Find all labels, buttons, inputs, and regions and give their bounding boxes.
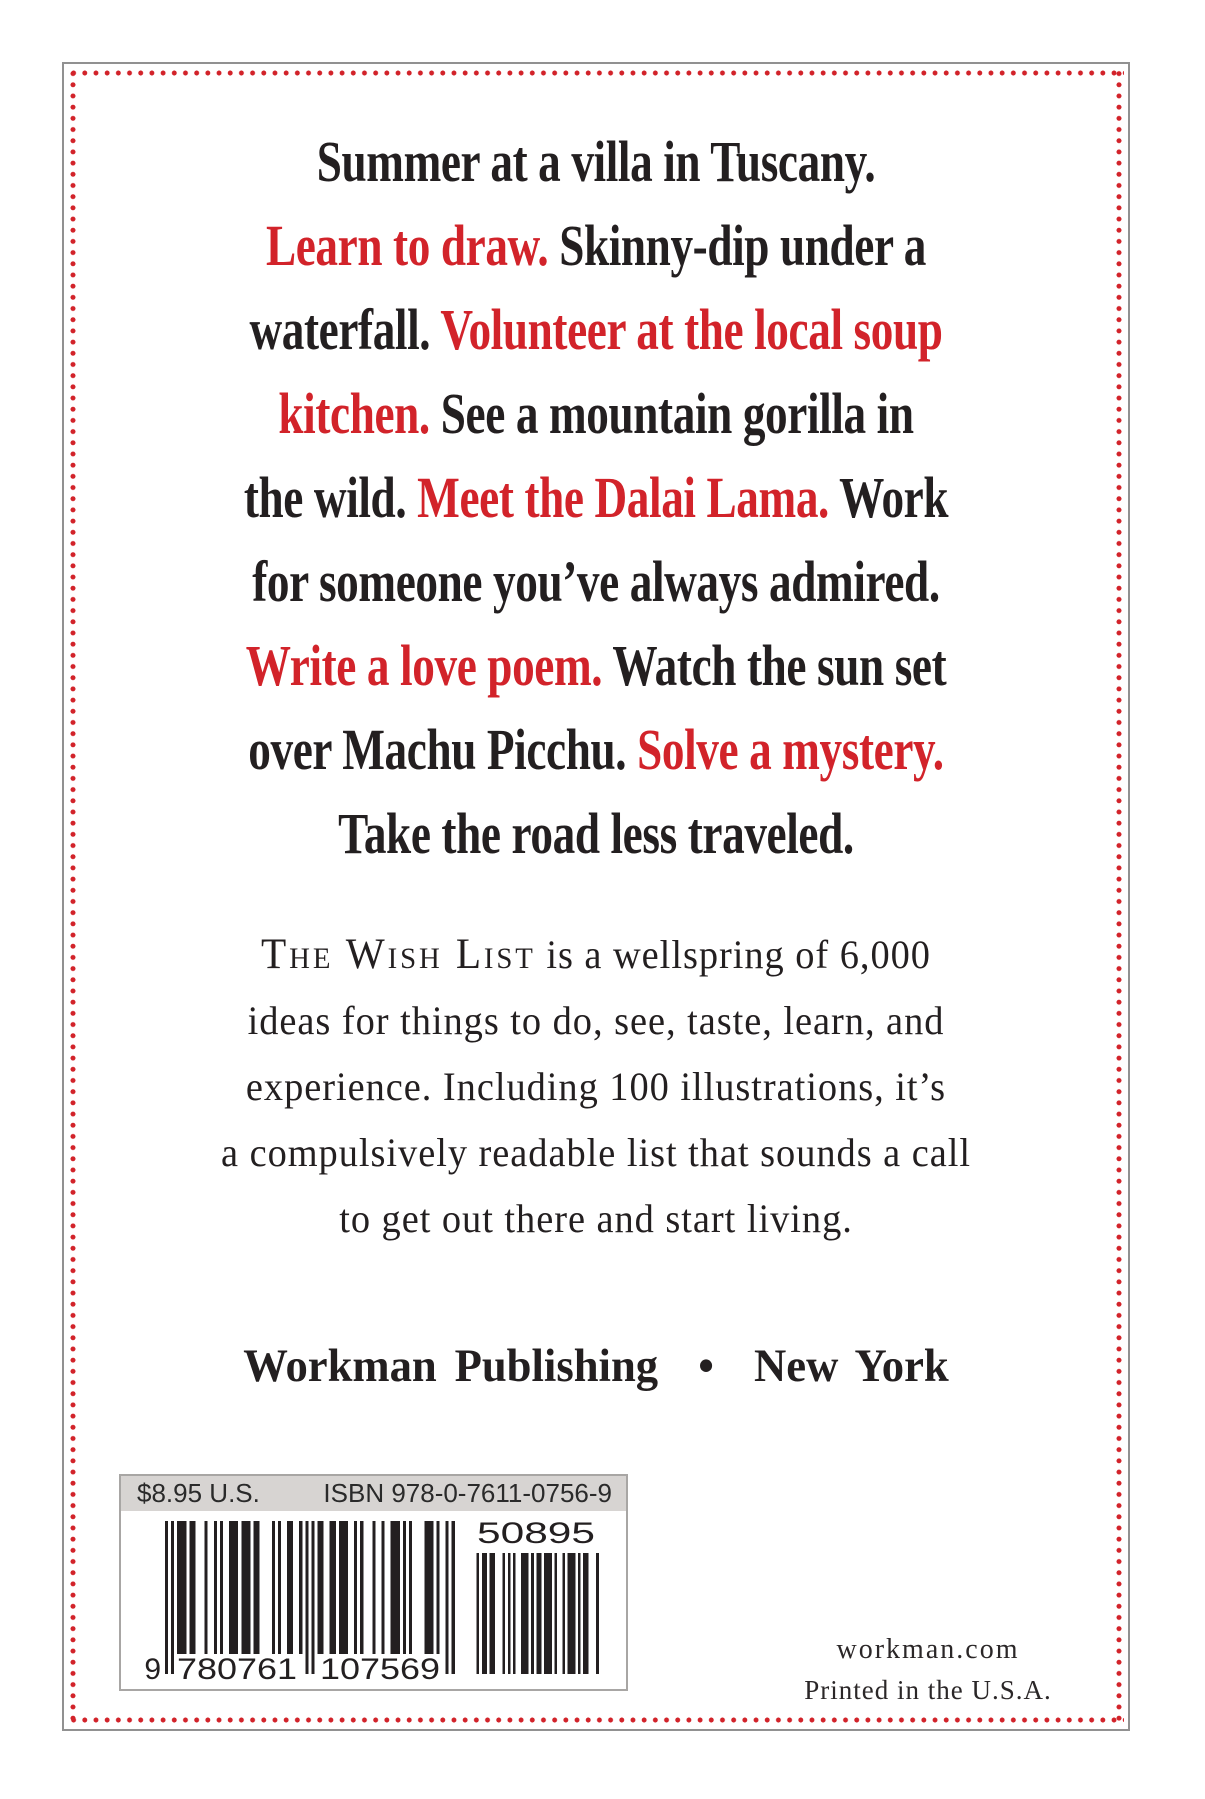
barcode-bar xyxy=(177,1521,180,1654)
blurb-paragraph xyxy=(64,922,1128,1252)
isbn-label: ISBN 978-0-7611-0756-9 xyxy=(323,1478,612,1508)
barcode-bar xyxy=(257,1521,260,1654)
barcode-bar xyxy=(321,1521,324,1654)
barcode-bar xyxy=(452,1521,455,1674)
barcode-bar xyxy=(165,1521,168,1674)
barcode-bar xyxy=(278,1521,281,1654)
text-segment: waterfall. xyxy=(249,297,441,362)
barcode-bar xyxy=(427,1521,430,1654)
barcode-bar xyxy=(596,1553,599,1674)
barcode-bar xyxy=(330,1521,333,1654)
headline-line xyxy=(181,540,1011,624)
website-text: workman.com xyxy=(836,1634,1020,1665)
ean13-left-digits: 780761 xyxy=(177,1653,297,1686)
headline-line xyxy=(181,288,1011,372)
barcode-bar xyxy=(205,1521,208,1654)
barcode-block xyxy=(119,1474,628,1691)
headline-red-phrase: Write a love poem. xyxy=(245,633,603,698)
text-segment: the wild. xyxy=(243,465,418,530)
barcode-bar xyxy=(531,1553,534,1674)
barcode-bar xyxy=(229,1521,232,1654)
barcode-bar xyxy=(573,1553,576,1674)
text-segment: Skinny-dip under a xyxy=(548,213,927,278)
barcode-bar xyxy=(244,1521,247,1654)
text-segment: to get out there and start living. xyxy=(339,1196,853,1241)
headline-red-phrase: Volunteer at the local soup xyxy=(440,297,943,362)
book-title-smallcaps: The Wish List xyxy=(261,931,536,978)
barcode-bar xyxy=(394,1521,397,1654)
barcode-bar xyxy=(409,1521,412,1654)
ean13-barcode xyxy=(121,1511,626,1689)
book-back-cover xyxy=(62,62,1130,1731)
barcode-bar xyxy=(523,1553,526,1674)
barcode-bar xyxy=(183,1521,186,1654)
headline-line xyxy=(181,204,1011,288)
publisher-line: Workman Publishing • New York xyxy=(243,1340,949,1392)
headline-line xyxy=(181,456,1011,540)
text-segment: Summer at a villa in Tuscany. xyxy=(316,129,876,194)
text-segment: a compulsively readable list that sounds a call xyxy=(221,1130,971,1175)
barcode-bar xyxy=(492,1553,495,1674)
text-segment: Take the road less traveled. xyxy=(338,801,854,866)
headline-red-phrase: Solve a mystery. xyxy=(637,717,944,782)
blurb-line xyxy=(85,922,1106,988)
barcode-bar xyxy=(339,1521,342,1654)
text-segment: experience. Including 100 illustrations, it’s xyxy=(245,1064,947,1109)
printed-text: Printed in the U.S.A. xyxy=(804,1675,1052,1705)
barcode-bar xyxy=(513,1553,516,1674)
barcode-bar xyxy=(354,1521,357,1654)
ean5-addon-digits: 50895 xyxy=(477,1517,595,1550)
barcode-bar xyxy=(360,1521,363,1654)
barcode-bar xyxy=(578,1553,581,1674)
barcode-bar xyxy=(490,1553,493,1674)
barcode-bar xyxy=(508,1553,511,1674)
barcode-bar xyxy=(247,1521,250,1654)
barcode-bar xyxy=(549,1553,552,1674)
barcode-bar xyxy=(526,1553,529,1674)
barcode-bar xyxy=(544,1553,547,1674)
barcode-bar xyxy=(311,1521,314,1674)
blurb-line xyxy=(85,1186,1106,1252)
barcode-bar xyxy=(436,1521,439,1654)
barcode-bar xyxy=(430,1521,433,1654)
barcode-bar xyxy=(180,1521,183,1654)
footer-block xyxy=(788,1630,1068,1710)
headline-line xyxy=(181,120,1011,204)
headline-line xyxy=(181,624,1011,708)
barcode-bar xyxy=(345,1521,348,1654)
barcode-bar xyxy=(290,1521,293,1654)
dotted-border-bottom xyxy=(68,1717,1124,1723)
headline-line xyxy=(181,792,1011,876)
barcode-bar xyxy=(299,1521,302,1654)
text-segment: Work xyxy=(828,465,949,530)
text-segment: ideas for things to do, see, taste, learn, and xyxy=(247,998,945,1043)
ean13-right-digits: 107569 xyxy=(320,1653,440,1686)
text-segment: See a mountain gorilla in xyxy=(429,381,914,446)
barcode-bar xyxy=(521,1553,524,1674)
blurb-line xyxy=(85,1054,1106,1120)
barcode-bar xyxy=(539,1553,542,1674)
barcode-bar xyxy=(484,1553,487,1674)
price-strip xyxy=(121,1476,626,1511)
barcode-bar xyxy=(232,1521,235,1654)
barcode-bar xyxy=(583,1553,586,1674)
text-segment: is a wellspring of 6,000 xyxy=(535,932,931,977)
headline-line xyxy=(181,372,1011,456)
text-segment: over Machu Picchu. xyxy=(248,717,638,782)
barcode-bar xyxy=(342,1521,345,1654)
text-segment: Watch the sun set xyxy=(602,633,947,698)
barcode-bar xyxy=(372,1521,375,1654)
barcode-bar xyxy=(503,1553,506,1674)
barcode-bar xyxy=(403,1521,406,1654)
barcode-bar xyxy=(568,1553,571,1674)
barcode-bar xyxy=(397,1521,400,1654)
barcode-bar xyxy=(253,1521,256,1654)
text-segment: for someone you’ve always admired. xyxy=(252,549,940,614)
barcode-bar xyxy=(424,1521,427,1654)
ean13-first-digit: 9 xyxy=(144,1653,161,1686)
barcode-bar xyxy=(171,1521,174,1674)
barcode-bar xyxy=(214,1521,217,1654)
blurb-line xyxy=(85,988,1106,1054)
barcode-bar xyxy=(220,1521,223,1654)
barcode-bar xyxy=(235,1521,238,1654)
barcode-bar xyxy=(586,1553,589,1674)
barcode-bar xyxy=(536,1553,539,1674)
headline-text-block xyxy=(64,120,1128,876)
barcode-bar xyxy=(555,1553,558,1674)
barcode-bar xyxy=(382,1521,385,1654)
barcode-bar xyxy=(562,1553,565,1674)
barcode-bar xyxy=(570,1553,573,1674)
barcode-bar xyxy=(287,1521,290,1654)
headline-line xyxy=(181,708,1011,792)
barcode-bar xyxy=(446,1521,449,1674)
dotted-border-top xyxy=(68,70,1124,76)
headline-red-phrase: kitchen. xyxy=(278,381,430,446)
blurb-line xyxy=(85,1120,1106,1186)
barcode-bar xyxy=(305,1521,308,1674)
price-label: $8.95 U.S. xyxy=(137,1478,260,1508)
barcode-bar xyxy=(547,1553,550,1674)
barcode-bar xyxy=(318,1521,321,1654)
barcode-bar xyxy=(477,1553,480,1674)
barcode-bar xyxy=(192,1521,195,1654)
barcode-bar xyxy=(391,1521,394,1654)
barcode-bar xyxy=(241,1521,244,1654)
barcode-bar xyxy=(333,1521,336,1654)
headline-red-phrase: Learn to draw. xyxy=(265,213,549,278)
barcode-bar xyxy=(272,1521,275,1654)
barcode-bar xyxy=(189,1521,192,1654)
headline-red-phrase: Meet the Dalai Lama. xyxy=(417,465,829,530)
barcode-bar xyxy=(482,1553,485,1674)
